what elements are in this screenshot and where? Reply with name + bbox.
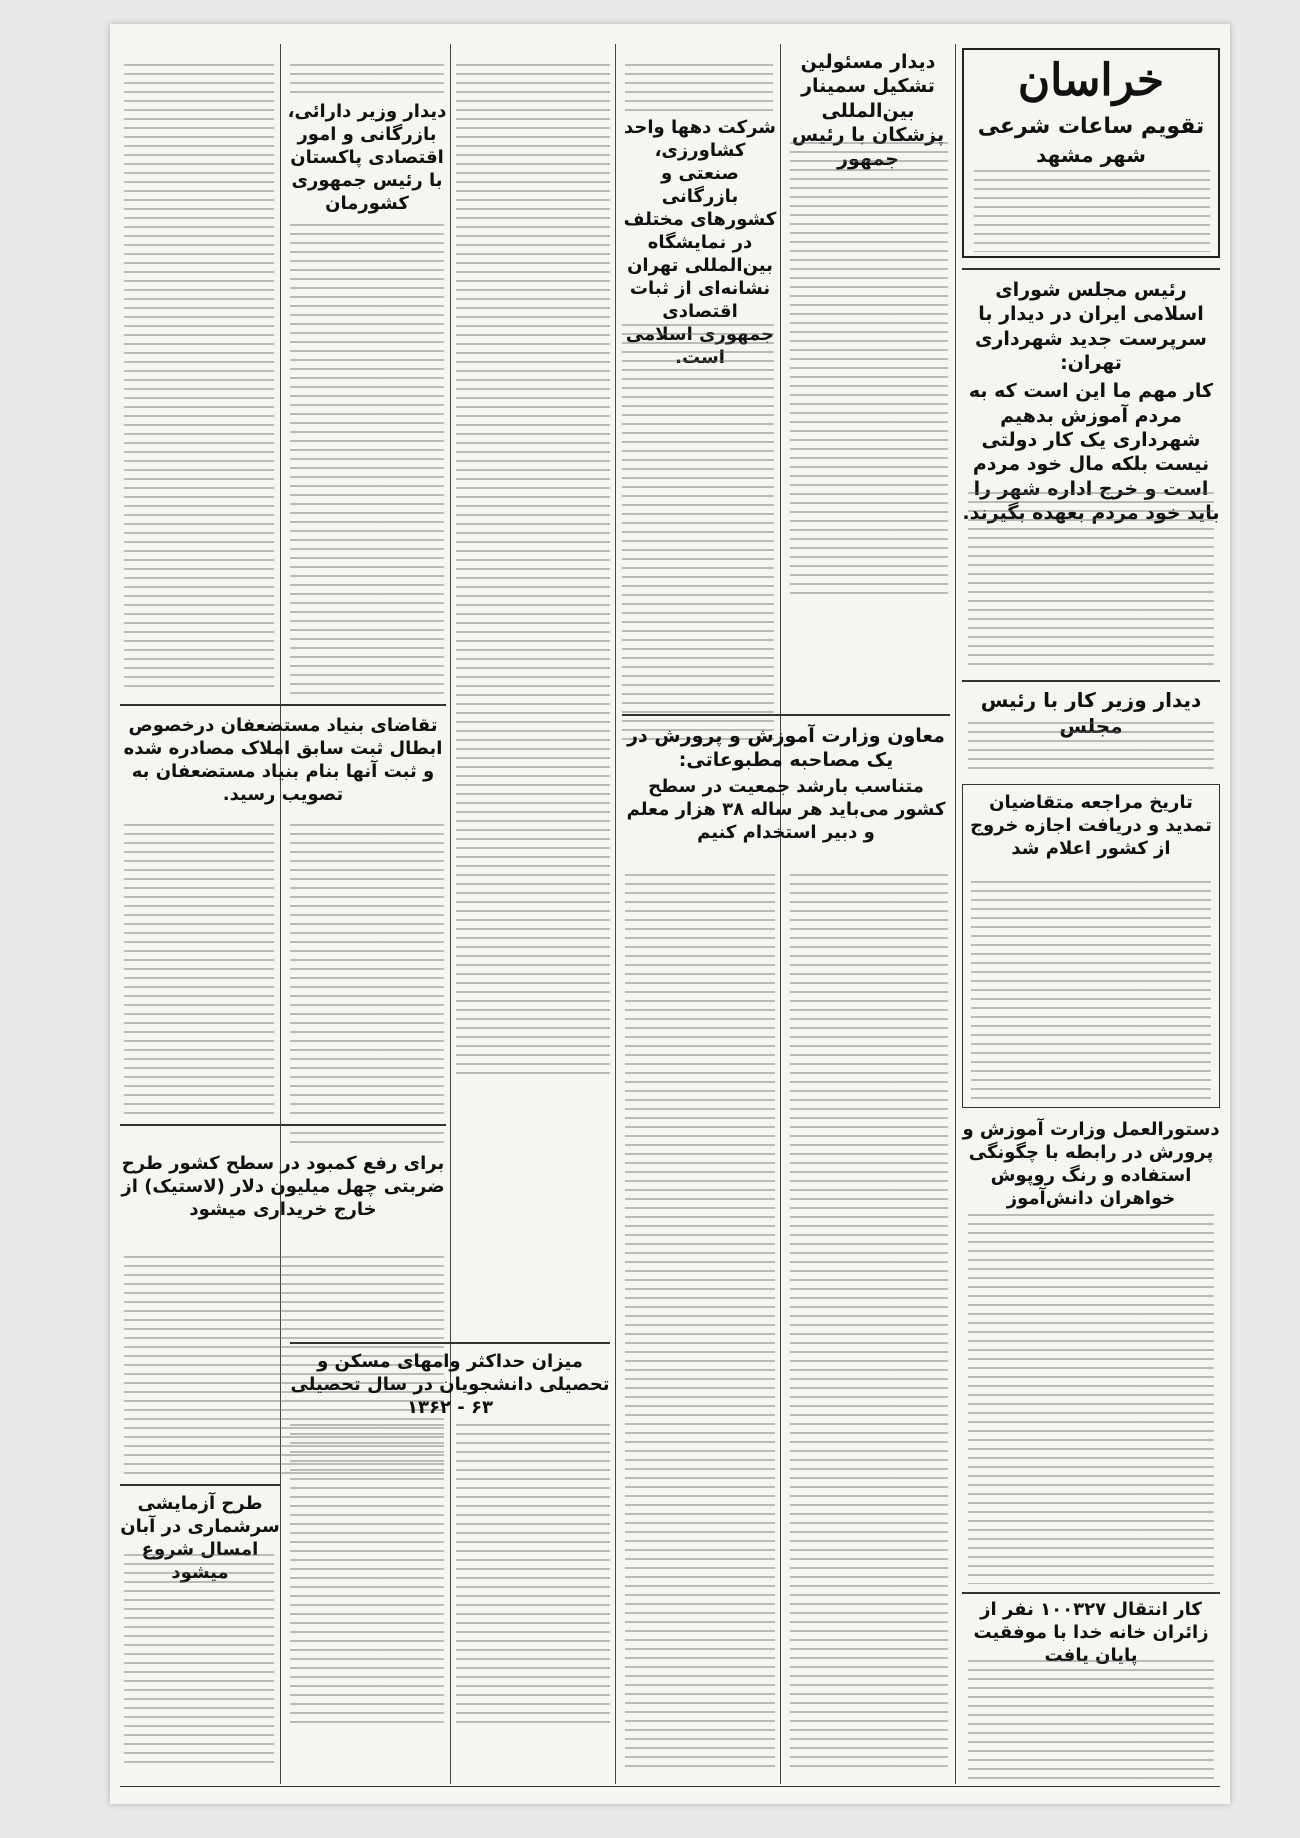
article-student-loans bbox=[290, 1350, 610, 1419]
section-rule bbox=[290, 1342, 610, 1344]
article-student-dress bbox=[962, 1118, 1220, 1210]
headline: کار انتقال ۱۰۰۳۲۷ نفر از زائران خانه خدا با موفقیت پایان یافت bbox=[973, 1599, 1209, 1667]
article-intro bbox=[625, 64, 773, 112]
column-rule bbox=[780, 44, 781, 1784]
newspaper-page bbox=[110, 24, 1230, 1804]
section-rule bbox=[962, 1592, 1220, 1594]
headline: دیدار وزیر کار با رئیس مجلس bbox=[980, 688, 1202, 738]
exit-permit-box bbox=[962, 784, 1220, 1108]
subheadline: کار مهم ما این است که به مردم آموزش بدهیم شهرداری یک کار دولتی نیست بلکه مال خود مردم است و خرج اداره شهر را باید خود مردم بعهده بگیرند. bbox=[962, 380, 1220, 524]
headline: دیدار وزیر دارائی، بازرگانی و امور اقتصادی پاکستان با رئیس جمهوری کشورمان bbox=[287, 101, 447, 215]
page-bottom-rule bbox=[120, 1786, 1220, 1787]
article-body bbox=[124, 824, 274, 1114]
article-body bbox=[790, 142, 948, 594]
article-body bbox=[124, 1554, 274, 1770]
article-intro bbox=[290, 1132, 444, 1148]
article-body bbox=[456, 1424, 610, 1724]
section-rule bbox=[962, 268, 1220, 270]
prayer-times-text bbox=[974, 170, 1210, 252]
article-body bbox=[790, 874, 948, 1770]
article-pilgrims bbox=[962, 1598, 1220, 1667]
headline: میزان حداکثر وامهای مسکن و تحصیلی دانشجویان در سال تحصیلی ۶۳ - ۱۳۶۲ bbox=[290, 1351, 610, 1419]
headline: تقاضای بنیاد مستضعفان درخصوص ابطال ثبت سابق املاک مصادره شده و ثبت آنها بنام بنیاد مستضعفان به تصویب رسید. bbox=[123, 715, 443, 806]
column-rule bbox=[280, 44, 281, 1784]
headline: دستورالعمل وزارت آموزش و پرورش در رابطه با چگونگی استفاده و رنگ روپوش خواهران دانش‌آموز bbox=[962, 1119, 1220, 1210]
article-body bbox=[971, 881, 1211, 1099]
headline: معاون وزارت آموزش و پرورش در یک مصاحبه مطبوعاتی: bbox=[627, 725, 945, 772]
article-body bbox=[290, 224, 444, 694]
article-mostazafan bbox=[120, 714, 446, 806]
subheadline: متناسب بارشد جمعیت در سطح کشور می‌باید هر ساله ۳۸ هزار معلم و دبیر استخدام کنیم bbox=[626, 775, 946, 843]
column-rule bbox=[450, 44, 451, 1784]
section-rule bbox=[120, 1124, 446, 1126]
column-rule bbox=[615, 44, 616, 1784]
article-body bbox=[968, 1660, 1214, 1780]
masthead-box bbox=[962, 48, 1220, 258]
prayer-times-title: تقویم ساعات شرعی bbox=[977, 114, 1205, 139]
article-finance-minister bbox=[286, 100, 448, 215]
newspaper-logo: خراسان bbox=[1017, 55, 1165, 106]
section-rule bbox=[120, 704, 446, 706]
article-majlis-speaker bbox=[962, 278, 1220, 525]
article-body bbox=[968, 1214, 1214, 1584]
article-body bbox=[968, 492, 1214, 670]
section-rule bbox=[120, 1484, 280, 1486]
article-intro bbox=[290, 64, 444, 94]
article-fertilizer bbox=[120, 1152, 446, 1221]
article-exit-permit bbox=[963, 785, 1219, 860]
headline: رئیس مجلس شورای اسلامی ایران در دیدار با سرپرست جدید شهرداری تهران: bbox=[975, 279, 1207, 374]
article-body bbox=[625, 874, 775, 1770]
article-body bbox=[290, 824, 444, 1114]
section-rule bbox=[622, 714, 950, 716]
prayer-times-city: شهر مشهد bbox=[1036, 142, 1146, 167]
article-body bbox=[622, 324, 774, 744]
column-rule bbox=[955, 44, 956, 1784]
headline: دیدار مسئولین تشکیل سمینار بین‌المللی پزشکان با رئیس جمهور bbox=[791, 51, 945, 171]
headline: طرح آزمایشی سرشماری در آبان امسال شروع میشود bbox=[120, 1493, 280, 1584]
article-body bbox=[290, 1424, 444, 1724]
section-rule bbox=[962, 680, 1220, 682]
article-body bbox=[456, 64, 610, 1074]
article-body bbox=[124, 64, 274, 694]
headline: برای رفع کمبود در سطح کشور طرح ضربتی چهل میلیون دلار (لاستیک) از خارج خریداری میشود bbox=[121, 1153, 445, 1221]
headline: تاریخ مراجعه متقاضیان تمدید و دریافت اجازه خروج از کشور اعلام شد bbox=[970, 792, 1212, 860]
article-education-deputy bbox=[622, 724, 950, 844]
headline: شرکت دهها واحد کشاورزی، صنعتی و بازرگانی کشورهای مختلف در نمایشگاه بین‌المللی تهران نشانه‌ای از ثبات اقتصادی جمهوری اسلامی است. bbox=[623, 117, 777, 369]
article-body bbox=[968, 722, 1214, 774]
